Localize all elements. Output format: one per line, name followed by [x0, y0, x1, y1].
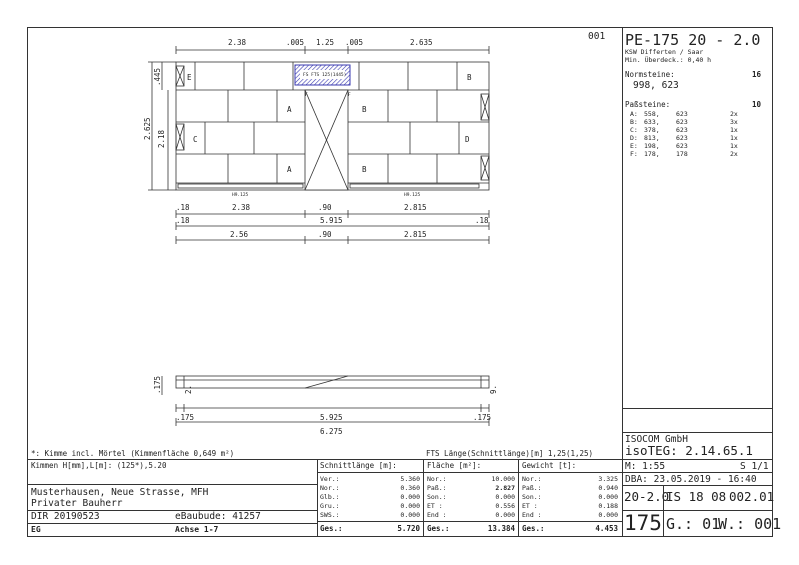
- divider: [27, 523, 317, 524]
- min-overlap-text: Min. Überdeck.: 0,40 h: [625, 56, 712, 64]
- passsteine-label: Paßsteine:: [625, 100, 671, 109]
- dim-label: 5.925: [320, 413, 343, 422]
- divider: [622, 472, 773, 473]
- dim-label: 2.815: [404, 203, 427, 212]
- project-floor: EG: [31, 525, 41, 534]
- table-row: SWS.: 0.000: [320, 511, 420, 519]
- flaeche-header: Fläche [m²]:: [427, 461, 482, 470]
- block-letter: B: [467, 73, 472, 82]
- passstein-row: A: 558, 623 2x: [630, 110, 738, 118]
- schnitt-total: Ges.: 5.720: [320, 524, 420, 533]
- block-letter: B: [362, 165, 367, 174]
- info-panel-divider: [622, 27, 623, 537]
- divider: [317, 472, 622, 473]
- divider: [663, 485, 664, 537]
- scale-text: M: 1:55: [625, 461, 666, 472]
- ring-label: H9.125: [232, 193, 249, 198]
- table-row: Son.: 0.000: [427, 493, 515, 501]
- project-ebaubude: eBaubude: 41257: [175, 511, 261, 522]
- block-letter: F: [305, 93, 308, 98]
- dim-label: 1.25: [316, 38, 335, 47]
- dim-label: 2.18: [157, 129, 166, 148]
- dba-text: DBA: 23.05.2019 - 16:40: [625, 474, 757, 485]
- table-row: Paß.: 0.940: [522, 484, 618, 492]
- dim-label: .18: [176, 203, 190, 212]
- table-row: ET : 0.188: [522, 502, 618, 510]
- code-5: G.: 01: [666, 515, 721, 533]
- ring-label: H9.125: [404, 193, 421, 198]
- company-name: ISOCOM GmbH: [625, 434, 688, 445]
- sheet-number: 001: [588, 31, 606, 42]
- block-letter: F: [348, 93, 351, 98]
- code-6: W.: 001: [718, 515, 782, 533]
- gewicht-total: Ges.: 4.453: [522, 524, 618, 533]
- dim-label: 2.635: [410, 38, 433, 47]
- software-version: isoTEG: 2.14.65.1: [625, 443, 753, 458]
- dim-label: .175: [473, 413, 492, 422]
- divider: [317, 459, 318, 537]
- project-client: Privater Bauherr: [31, 498, 123, 509]
- dim-label: 2.38: [228, 38, 247, 47]
- schnitt-header: Schnittlänge [m]:: [320, 461, 397, 470]
- code-1: 20-2.0: [624, 489, 670, 504]
- passstein-row: B: 633, 623 3x: [630, 118, 738, 126]
- block-letter: D: [465, 135, 470, 144]
- block-letter: E: [187, 73, 192, 82]
- lintel-label: FS FTS 125(1445): [303, 73, 347, 78]
- project-address: Musterhausen, Neue Strasse, MFH: [31, 487, 209, 498]
- block-letter: A: [287, 165, 292, 174]
- divider: [622, 432, 773, 433]
- dim-label: .175: [153, 375, 162, 394]
- passsteine-count: 10: [752, 100, 762, 109]
- table-row: Nor.: 10.000: [427, 475, 515, 483]
- dim-label: 6.275: [320, 427, 343, 436]
- schnitt-column: [320, 475, 420, 520]
- maker-text: KSW Differten / Saar: [625, 48, 704, 56]
- sheet-count: S 1/1: [740, 461, 769, 472]
- product-title: PE-175 20 - 2.0: [625, 31, 761, 49]
- divider: [423, 459, 424, 537]
- block-letter: B: [362, 105, 367, 114]
- passstein-row: E: 198, 623 1x: [630, 142, 738, 150]
- block-letter: A: [287, 105, 292, 114]
- dim-label: 2.815: [404, 230, 427, 239]
- dim-label: .90: [318, 203, 332, 212]
- normsteine-count: 16: [752, 70, 762, 79]
- dim-label: .175: [176, 413, 195, 422]
- divider: [622, 408, 773, 409]
- gewicht-column: [522, 475, 618, 520]
- dim-label: 2.625: [143, 117, 152, 140]
- dim-label: 5.915: [320, 216, 343, 225]
- block-letter: C: [193, 135, 198, 144]
- divider: [622, 485, 773, 486]
- table-row: Nor.: 0.360: [320, 484, 420, 492]
- dim-label: .445: [153, 67, 162, 86]
- code-4: 175: [624, 511, 662, 535]
- dim-label: 2.: [184, 384, 193, 394]
- divider: [27, 459, 773, 460]
- table-row: Paß.: 2.827: [427, 484, 515, 492]
- table-row: Ver.: 5.360: [320, 475, 420, 483]
- table-row: End : 0.000: [427, 511, 515, 519]
- dim-label: .005: [286, 38, 305, 47]
- passstein-row: D: 813, 623 1x: [630, 134, 738, 142]
- passstein-row: C: 378, 623 1x: [630, 126, 738, 134]
- dim-label: .90: [318, 230, 332, 239]
- table-row: End : 0.000: [522, 511, 618, 519]
- passsteine-list: [630, 110, 770, 158]
- flaeche-total: Ges.: 13.384: [427, 524, 515, 533]
- divider: [27, 484, 317, 485]
- dim-label: .18: [475, 216, 489, 225]
- table-row: Glb.: 0.000: [320, 493, 420, 501]
- kimmen-note: Kimmen H[mm],L[m]: (125*),5.20: [31, 461, 167, 470]
- code-2: IS 18 08: [666, 489, 727, 504]
- divider: [518, 459, 519, 537]
- normsteine-label: Normsteine:: [625, 70, 675, 79]
- kimme-note: *: Kimme incl. Mörtel (Kimmenfläche 0,649 m²): [31, 449, 235, 458]
- project-dir: DIR 20190523: [31, 511, 100, 522]
- project-axis: Achse 1-7: [175, 525, 219, 534]
- table-row: Gru.: 0.000: [320, 502, 420, 510]
- code-3: 002.01: [729, 489, 775, 504]
- table-row: ET : 0.556: [427, 502, 515, 510]
- passstein-row: F: 178, 178 2x: [630, 150, 738, 158]
- fts-note: FTS Länge(Schnittlänge)[m] 1,25(1,25): [426, 449, 594, 458]
- flaeche-column: [427, 475, 515, 520]
- table-row: Nor.: 3.325: [522, 475, 618, 483]
- normsteine-size: 998, 623: [633, 80, 679, 91]
- table-row: Son.: 0.000: [522, 493, 618, 501]
- dim-label: 2.56: [230, 230, 249, 239]
- dim-label: .18: [176, 216, 190, 225]
- dim-label: 9.: [489, 384, 498, 394]
- dim-label: 2.38: [232, 203, 251, 212]
- gewicht-header: Gewicht [t]:: [522, 461, 577, 470]
- divider: [317, 521, 622, 522]
- dim-label: .005: [345, 38, 364, 47]
